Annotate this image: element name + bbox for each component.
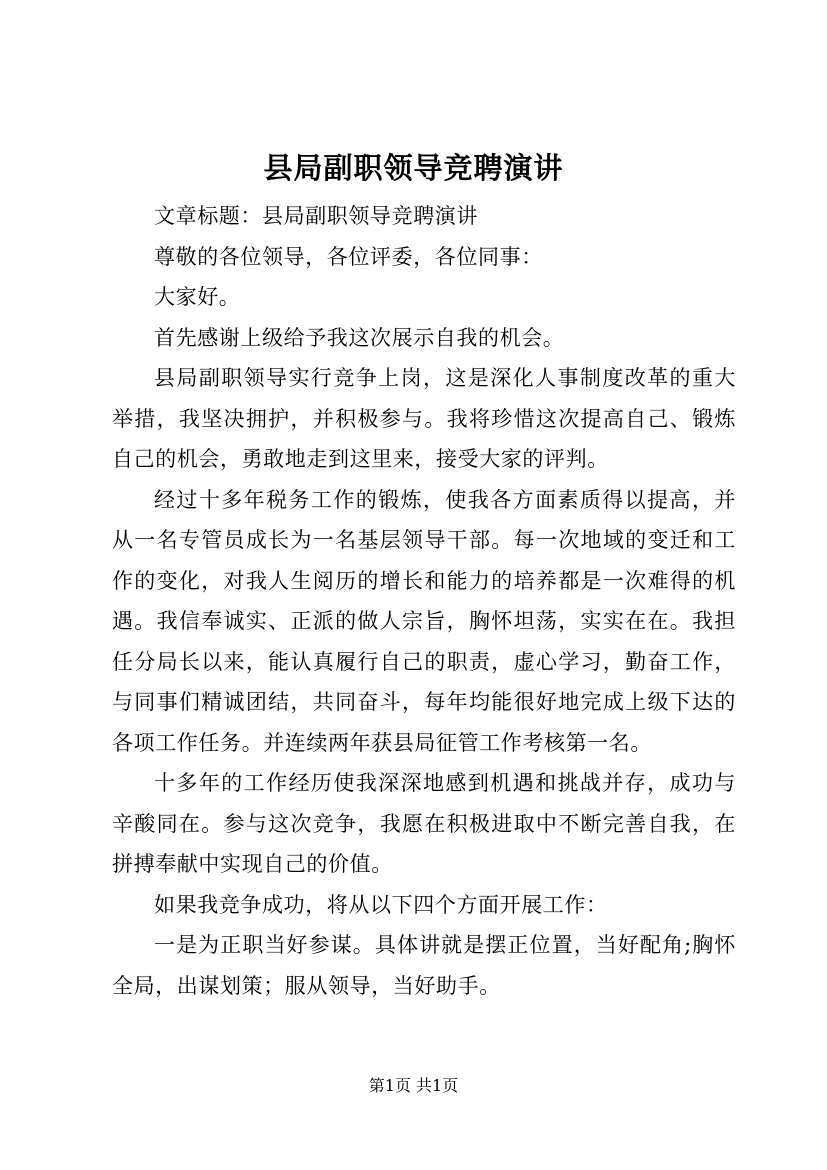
paragraph-experience: 经过十多年税务工作的锻炼，使我各方面素质得以提高，并从一名专管员成长为一名基层领导干部。每一次地域的变迁和工作的变化，对我人生阅历的增长和能力的培养都是一次难得的机遇。我信奉诚实、正派的做人宗旨，胸怀坦荡，实实在在。我担任分局长以来，能认真履行自己的职责，虚心学习，勤奋工作，与同事们精诚团结，共同奋斗，每年均能很好地完成上级下达的各项工作任务。并连续两年获县局征管工作考核第一名。: [112, 487, 736, 755]
page-footer: 第1页 共1页: [368, 1076, 459, 1095]
paragraph-article-title: 文章标题：县局副职领导竞聘演讲: [154, 204, 478, 228]
paragraph-salutation: 尊敬的各位领导，各位评委，各位同事：: [154, 244, 543, 269]
paragraph-plan-intro: 如果我竞争成功，将从以下四个方面开展工作：: [154, 892, 608, 917]
paragraph-greeting: 大家好。: [154, 285, 241, 309]
paragraph-support: 县局副职领导实行竞争上岗，这是深化人事制度改革的重大举措，我坚决拥护，并积极参与。我将珍惜这次提高自己、锻炼自己的机会，勇敢地走到这里来，接受大家的评判。: [112, 366, 736, 471]
document-title: 县局副职领导竞聘演讲: [263, 151, 564, 185]
paragraph-thanks: 首先感谢上级给予我这次展示自我的机会。: [154, 325, 565, 350]
paragraph-plan-one: 一是为正职当好参谋。具体讲就是摆正位置，当好配角;胸怀全局，出谋划策；服从领导，当好助手。: [112, 933, 736, 998]
paragraph-challenges: 十多年的工作经历使我深深地感到机遇和挑战并存，成功与辛酸同在。参与这次竞争，我愿在积极进取中不断完善自我，在拼搏奉献中实现自己的价值。: [112, 771, 736, 876]
document-body: [112, 196, 736, 1006]
